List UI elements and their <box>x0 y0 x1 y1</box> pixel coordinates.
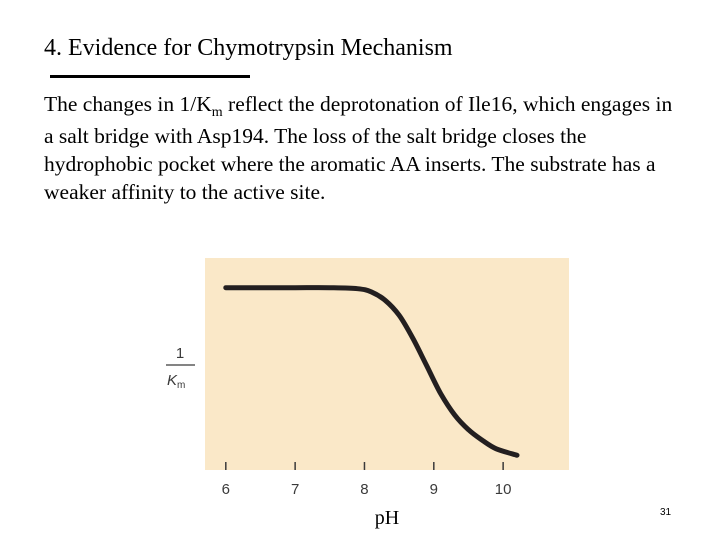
x-tick-label-8: 8 <box>360 481 369 498</box>
y-axis-label-numerator: 1 <box>175 345 185 362</box>
y-axis-label-k: K <box>167 372 178 389</box>
slide-title: 4. Evidence for Chymotrypsin Mechanism <box>44 35 453 61</box>
y-axis-label <box>166 345 195 391</box>
x-axis-label: pH <box>374 507 400 529</box>
x-tick-label-9: 9 <box>429 481 438 498</box>
body-text-rest: reflect the deprotonation of Ile16, which engages in a salt bridge with Asp194. The loss of the salt bridge closes the hydrophobic pocket where the aromatic AA inserts. The substrate has a weaker affinity to the active site. <box>44 92 673 204</box>
x-tick-label-6: 6 <box>221 481 230 498</box>
body-text-start: The changes in 1/K <box>44 92 212 116</box>
x-axis-tick-labels <box>222 481 512 498</box>
y-axis-label-denominator <box>167 372 185 391</box>
page-number: 31 <box>660 507 672 518</box>
x-tick-label-10: 10 <box>494 481 512 498</box>
x-tick-label-7: 7 <box>290 481 300 498</box>
body-text-subscript: m <box>211 105 223 120</box>
y-axis-label-subscript: m <box>177 380 186 391</box>
